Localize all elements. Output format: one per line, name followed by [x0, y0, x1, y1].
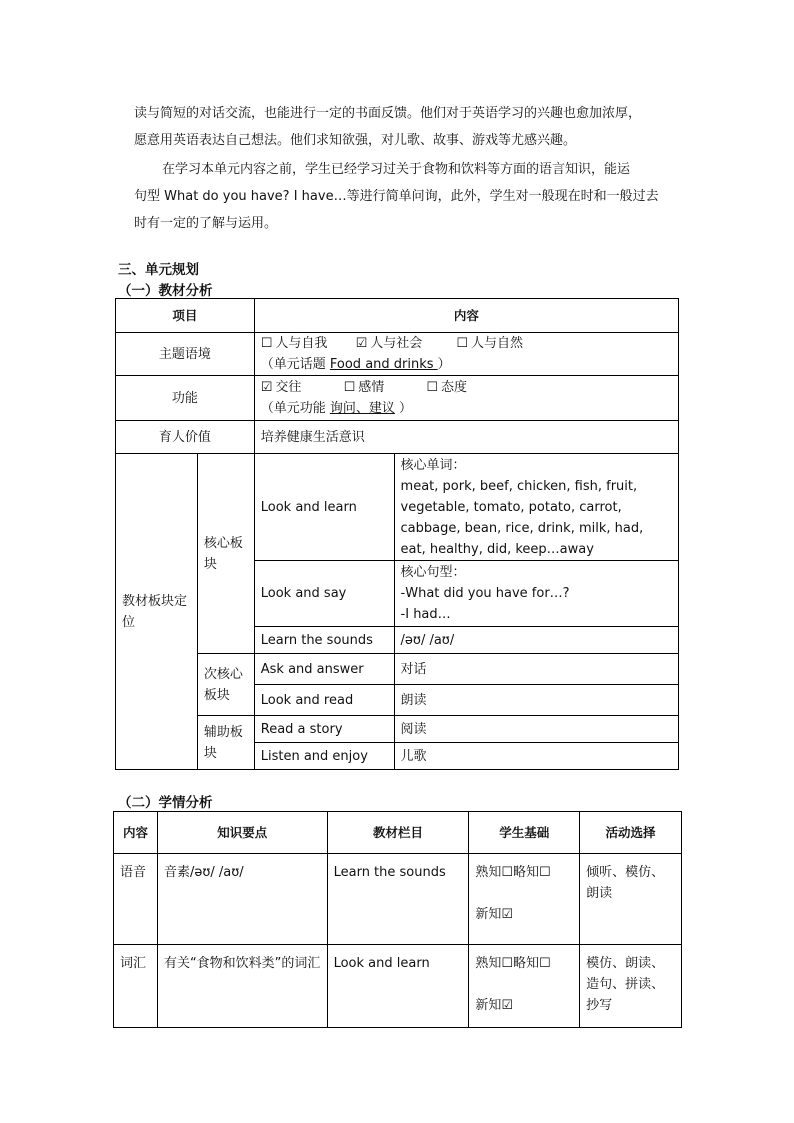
module-name: Look and learn — [254, 454, 394, 561]
module-name: Read a story — [254, 716, 394, 743]
value-row — [116, 421, 679, 454]
theme-opt3-checkbox[interactable]: ☐ — [456, 336, 469, 351]
core-words-list: meat, pork, beef, chicken, fish, fruit, vegetable, tomato, potato, carrot, cabbage, bean, rice, drink, milk, had, eat, healthy, did, keep…away — [400, 478, 644, 557]
func-value: 询问、建议 — [329, 401, 395, 416]
row-column: Learn the sounds — [327, 854, 469, 945]
header-item: 项目 — [116, 299, 255, 333]
table2-header-row — [114, 812, 682, 854]
intro-p2-line2: 句型 What do you have? I have…等进行简单问询，此外，学生对一般现在时和一般过去 — [134, 189, 659, 204]
module-name: Look and say — [254, 561, 394, 627]
core-words-label: 核心单词： — [400, 457, 466, 473]
aux-label: 辅助板块 — [197, 716, 254, 770]
module-row — [116, 654, 679, 685]
func-opt1-checkbox[interactable]: ☑ — [260, 380, 273, 395]
module-name: Listen and enjoy — [254, 743, 394, 770]
sub-core-label: 次核心板块 — [197, 654, 254, 716]
subsection-2-heading: （二）学情分析 — [118, 795, 213, 811]
table1-header-row — [116, 299, 679, 333]
row-knowledge: 音素/əʊ/ /aʊ/ — [157, 854, 327, 945]
core-sentences-label: 核心句型： — [400, 565, 466, 580]
section-3-heading: 三、单元规划 — [118, 262, 199, 278]
func-opt2-label: 感情 — [358, 380, 385, 395]
theme-opt2-label: 人与社会 — [370, 336, 423, 351]
module-name: Look and read — [254, 685, 394, 716]
intro-p2-line3: 时有一定的了解与运用。 — [134, 216, 278, 231]
theme-opt2-checkbox[interactable]: ☑ — [355, 336, 368, 351]
intro-paragraph-1 — [134, 100, 694, 154]
base-known: 熟知☐略知☐ — [475, 956, 551, 971]
module-content: 对话 — [394, 654, 678, 685]
position-label: 教材板块定位 — [116, 454, 198, 770]
module-row — [116, 716, 679, 743]
header-category: 内容 — [114, 812, 158, 854]
table-row — [114, 945, 682, 1028]
topic-value: Food and drinks — [329, 357, 438, 372]
func-prefix: （单元功能 — [260, 401, 330, 416]
header-activity: 活动选择 — [580, 812, 682, 854]
row-category: 词汇 — [114, 945, 158, 1028]
module-name: Learn the sounds — [254, 627, 394, 654]
func-suffix: ） — [394, 401, 413, 416]
module-row — [116, 454, 679, 561]
module-content — [394, 561, 678, 627]
theme-opt1-label: 人与自我 — [275, 336, 328, 351]
header-knowledge: 知识要点 — [157, 812, 327, 854]
theme-label: 主题语境 — [116, 333, 255, 376]
core-label: 核心板块 — [197, 454, 254, 654]
base-new: 新知☑ — [475, 998, 514, 1013]
intro-p1-line2: 愿意用英语表达自己想法。他们求知欲强，对儿歌、故事、游戏等尤感兴趣。 — [134, 133, 577, 148]
function-label: 功能 — [116, 376, 255, 421]
header-content: 内容 — [254, 299, 678, 333]
header-column: 教材栏目 — [327, 812, 469, 854]
function-row — [116, 376, 679, 421]
theme-opt3-label: 人与自然 — [471, 336, 524, 351]
theme-row — [116, 333, 679, 376]
intro-p2-line1: 在学习本单元内容之前，学生已经学习过关于食物和饮料等方面的语言知识，能运 — [162, 162, 631, 177]
theme-opt1-checkbox[interactable]: ☐ — [260, 336, 273, 351]
row-activity: 模仿、朗读、造句、拼读、抄写 — [580, 945, 682, 1028]
value-label: 育人价值 — [116, 421, 255, 454]
module-content: 阅读 — [394, 716, 678, 743]
row-column: Look and learn — [327, 945, 469, 1028]
textbook-analysis-table — [115, 298, 679, 770]
value-content: 培养健康生活意识 — [254, 421, 678, 454]
subsection-1-heading: （一）教材分析 — [118, 283, 213, 299]
func-opt1-label: 交往 — [275, 380, 302, 395]
func-opt3-checkbox[interactable]: ☐ — [426, 380, 439, 395]
row-knowledge: 有关“食物和饮料类”的词汇 — [157, 945, 327, 1028]
function-content — [254, 376, 678, 421]
module-content: 儿歌 — [394, 743, 678, 770]
topic-prefix: （单元话题 — [260, 357, 330, 372]
func-opt2-checkbox[interactable]: ☐ — [343, 380, 356, 395]
module-content: 朗读 — [394, 685, 678, 716]
base-known: 熟知☐略知☐ — [475, 865, 551, 880]
row-category: 语音 — [114, 854, 158, 945]
row-base — [469, 945, 580, 1028]
core-sentence-q: -What did you have for…? — [400, 586, 570, 601]
module-content — [394, 454, 678, 561]
base-new: 新知☑ — [475, 907, 514, 922]
row-activity: 倾听、模仿、朗读 — [580, 854, 682, 945]
table-row — [114, 854, 682, 945]
func-opt3-label: 态度 — [441, 380, 468, 395]
header-base: 学生基础 — [469, 812, 580, 854]
row-base — [469, 854, 580, 945]
learner-analysis-table — [113, 811, 682, 1028]
theme-content — [254, 333, 678, 376]
core-sentence-a: -I had… — [400, 607, 451, 622]
intro-p1-line1: 读与简短的对话交流，也能进行一定的书面反馈。他们对于英语学习的兴趣也愈加浓厚， — [134, 106, 642, 121]
module-content: /əʊ/ /aʊ/ — [394, 627, 678, 654]
module-name: Ask and answer — [254, 654, 394, 685]
intro-paragraph-2 — [134, 156, 694, 237]
topic-suffix: ） — [437, 357, 451, 372]
